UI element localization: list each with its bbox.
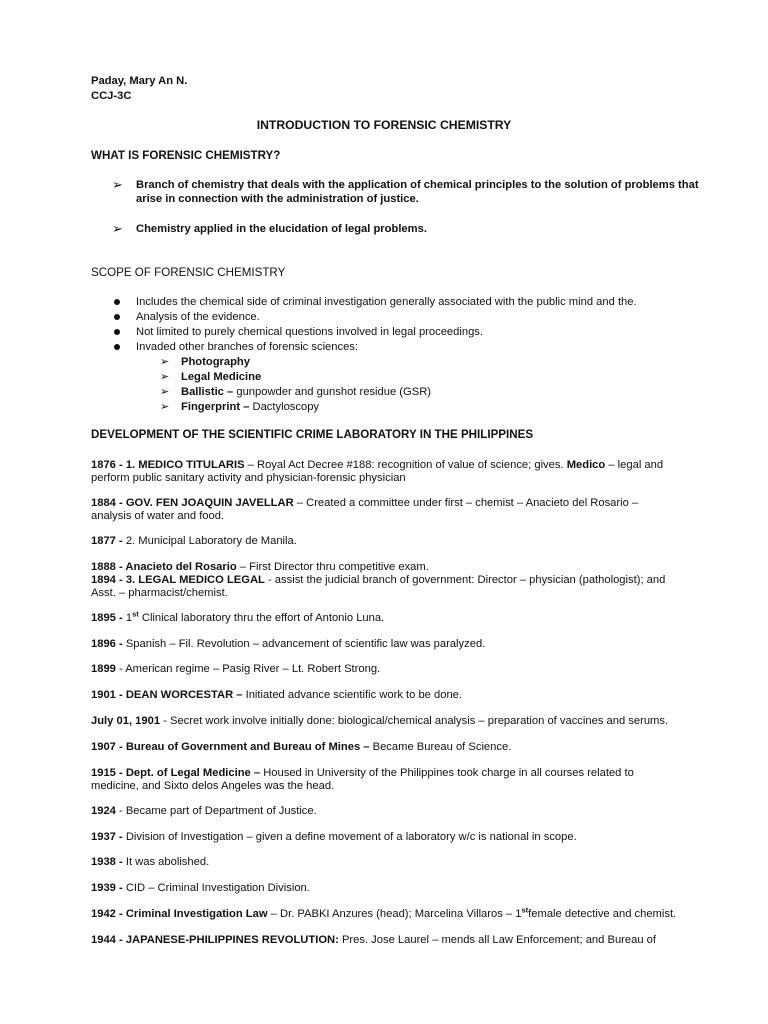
arrow-bullet-icon: ➢ bbox=[112, 177, 123, 192]
timeline-entry-1939: 1939 - CID – Criminal Investigation Division. bbox=[91, 882, 310, 894]
arrow-bullet-icon: ➢ bbox=[112, 221, 123, 236]
sub-item: Ballistic – gunpowder and gunshot residue (GSR) bbox=[181, 386, 431, 398]
arrow-bullet-icon: ➢ bbox=[160, 401, 170, 413]
scope-item: Includes the chemical side of criminal investigation generally associated with the public mind and the. bbox=[136, 296, 637, 308]
scope-item: Analysis of the evidence. bbox=[136, 311, 260, 323]
timeline-entry-1944: 1944 - JAPANESE-PHILIPPINES REVOLUTION: Pres. Jose Laurel – mends all Law Enforcement; and Bureau of bbox=[91, 934, 656, 946]
definition-line: arise in connection with the administration of justice. bbox=[136, 193, 419, 205]
arrow-bullet-icon: ➢ bbox=[160, 386, 170, 398]
sub-item: Photography bbox=[181, 356, 250, 368]
scope-item: Invaded other branches of forensic sciences: bbox=[136, 341, 359, 353]
development-heading: DEVELOPMENT OF THE SCIENTIFIC CRIME LABORATORY IN THE PHILIPPINES bbox=[91, 428, 534, 441]
timeline-entry-1896: 1896 - Spanish – Fil. Revolution – advancement of scientific law was paralyzed. bbox=[91, 638, 486, 650]
timeline-entry-1915-cont: medicine, and Sixto delos Angeles was the head. bbox=[91, 780, 335, 792]
timeline-entry-1895: 1895 - 1st Clinical laboratory thru the effort of Antonio Luna. bbox=[91, 609, 385, 624]
arrow-bullet-icon: ➢ bbox=[160, 356, 170, 368]
definition-line: Chemistry applied in the elucidation of legal problems. bbox=[136, 223, 427, 235]
what-is-heading: WHAT IS FORENSIC CHEMISTRY? bbox=[91, 149, 281, 162]
timeline-entry-1888: 1888 - Anacieto del Rosario – First Director thru competitive exam. bbox=[91, 561, 429, 573]
timeline-entry-1924: 1924 - Became part of Department of Justice. bbox=[91, 805, 317, 817]
timeline-entry-1915: 1915 - Dept. of Legal Medicine – Housed in University of the Philippines took charge in all courses related to bbox=[91, 767, 634, 779]
bullet-dot-icon bbox=[114, 299, 120, 305]
timeline-entry-1901: 1901 - DEAN WORCESTAR – Initiated advance scientific work to be done. bbox=[91, 689, 463, 701]
timeline-entry-1884: 1884 - GOV. FEN JOAQUIN JAVELLAR – Created a committee under first – chemist – Anacieto del Rosario – bbox=[91, 497, 639, 509]
scope-heading: SCOPE OF FORENSIC CHEMISTRY bbox=[91, 266, 286, 279]
author-name: Paday, Mary An N. bbox=[91, 75, 188, 87]
timeline-entry-1894-cont: Asst. – pharmacist/chemist. bbox=[91, 587, 228, 599]
timeline-entry-1876-cont: perform public sanitary activity and physician-forensic physician bbox=[91, 472, 406, 484]
bullet-dot-icon bbox=[114, 314, 120, 320]
timeline-entry-1937: 1937 - Division of Investigation – given a define movement of a laboratory w/c is national in scope. bbox=[91, 831, 577, 843]
page-title: INTRODUCTION TO FORENSIC CHEMISTRY bbox=[256, 118, 512, 132]
timeline-entry-1907: 1907 - Bureau of Government and Bureau of Mines – Became Bureau of Science. bbox=[91, 741, 512, 753]
bullet-dot-icon bbox=[114, 329, 120, 335]
timeline-entry-1894: 1894 - 3. LEGAL MEDICO LEGAL - assist the judicial branch of government: Director – physician (pathologist); and bbox=[91, 574, 666, 586]
arrow-bullet-icon: ➢ bbox=[160, 371, 170, 383]
scope-item: Not limited to purely chemical questions involved in legal proceedings. bbox=[136, 326, 483, 338]
definition-line: Branch of chemistry that deals with the application of chemical principles to the solution of problems that bbox=[136, 179, 699, 191]
timeline-entry-1876: 1876 - 1. MEDICO TITULARIS – Royal Act Decree #188: recognition of value of science; gives. Medico – legal and bbox=[91, 459, 664, 471]
sub-item: Fingerprint – Dactyloscopy bbox=[181, 401, 320, 413]
sub-item: Legal Medicine bbox=[181, 371, 262, 383]
timeline-entry-1938: 1938 - It was abolished. bbox=[91, 856, 210, 868]
timeline-entry-july-1901: July 01, 1901 - Secret work involve initially done: biological/chemical analysis – preparation of vaccines and serums. bbox=[91, 715, 669, 727]
timeline-entry-1884-cont: analysis of water and food. bbox=[91, 510, 225, 522]
author-section: CCJ-3C bbox=[91, 90, 132, 102]
timeline-entry-1899: 1899 - American regime – Pasig River – Lt. Robert Strong. bbox=[91, 663, 381, 675]
bullet-dot-icon bbox=[114, 344, 120, 350]
timeline-entry-1942: 1942 - Criminal Investigation Law – Dr. PABKI Anzures (head); Marcelina Villaros – 1stfemale detective and chemist. bbox=[91, 905, 677, 920]
timeline-entry-1877: 1877 - 2. Municipal Laboratory de Manila. bbox=[91, 535, 297, 547]
